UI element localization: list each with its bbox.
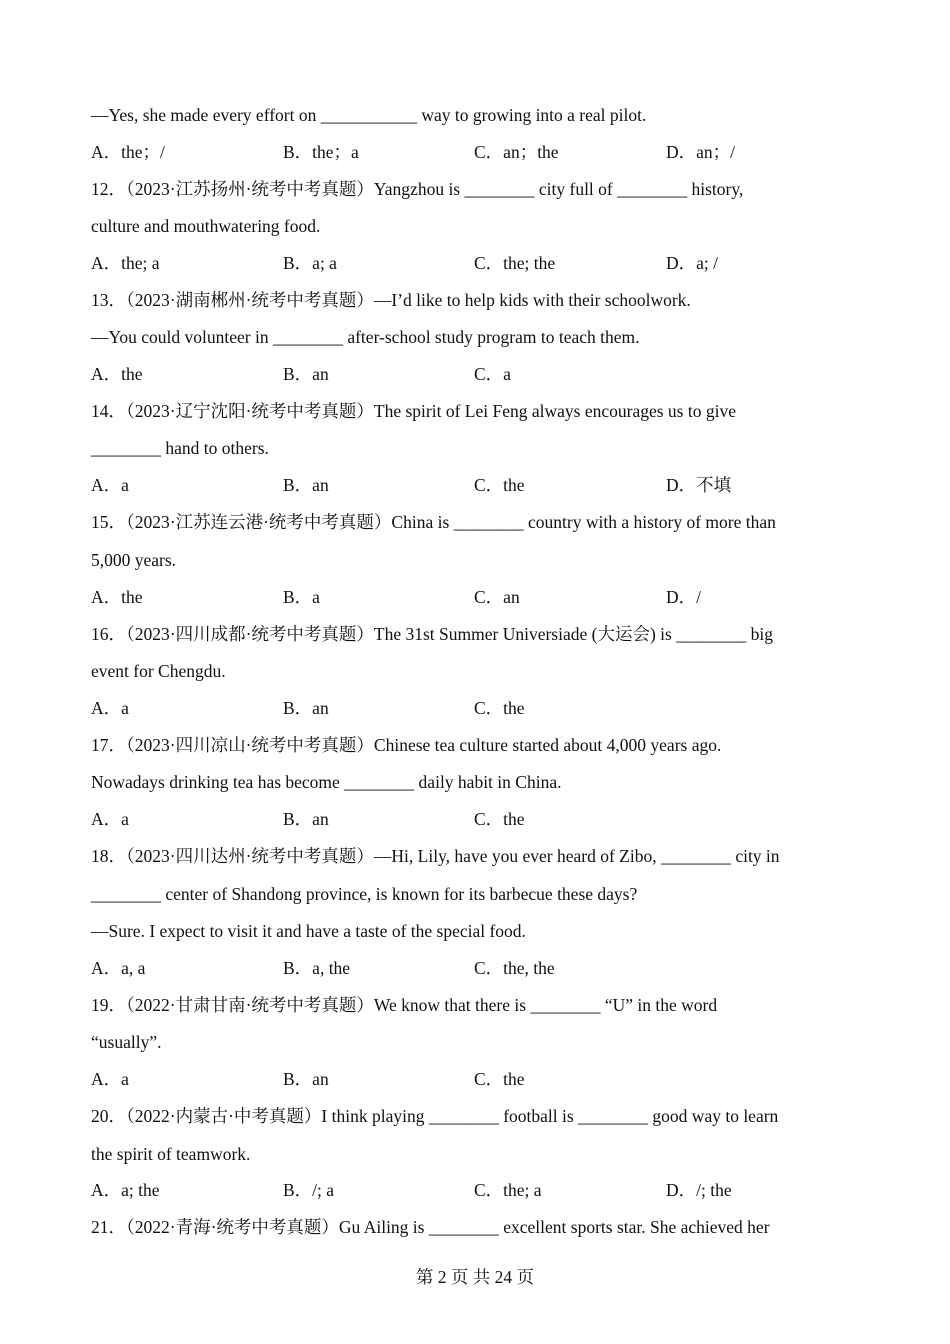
option-a: A．a; the: [91, 1180, 160, 1200]
option-b: B．the；a: [283, 142, 359, 162]
question-19-text: 19．（2022·甘肃甘南·统考中考真题）We know that there is ________ “U” in the word: [91, 995, 718, 1015]
option-b: B．an: [283, 364, 329, 384]
question-17-text-cont: Nowadays drinking tea has become ________ daily habit in China.: [91, 772, 562, 792]
question-12-text: 12．（2023·江苏扬州·统考中考真题）Yangzhou is ________ city full of ________ history,: [91, 179, 744, 199]
option-d: D．/: [666, 587, 701, 607]
question-19-text-cont: “usually”.: [91, 1032, 162, 1052]
option-a: A．the；/: [91, 142, 165, 162]
question-11-text: —Yes, she made every effort on ___________ way to growing into a real pilot.: [91, 105, 647, 125]
option-c: C．the: [474, 1069, 525, 1089]
question-16-text-cont: event for Chengdu.: [91, 661, 226, 681]
question-17-options: [91, 808, 871, 830]
question-21-text: 21．（2022·青海·统考中考真题）Gu Ailing is ________ excellent sports star. She achieved her: [91, 1217, 770, 1237]
question-13-options: [91, 363, 871, 385]
option-d: D．an；/: [666, 142, 736, 162]
question-15-text: 15．（2023·江苏连云港·统考中考真题）China is ________ country with a history of more than: [91, 512, 776, 532]
option-b: B．a; a: [283, 253, 337, 273]
option-c: C．the; a: [474, 1180, 542, 1200]
question-11-options: [91, 141, 871, 163]
option-a: A．a: [91, 698, 129, 718]
question-15-options: [91, 586, 871, 608]
option-c: C．a: [474, 364, 511, 384]
option-c: C．the: [474, 475, 525, 495]
option-a: A．a: [91, 475, 129, 495]
question-17-text: 17．（2023·四川凉山·统考中考真题）Chinese tea culture started about 4,000 years ago.: [91, 735, 722, 755]
question-12-options: [91, 252, 871, 274]
question-20-text-cont: the spirit of teamwork.: [91, 1144, 251, 1164]
question-19-options: [91, 1068, 871, 1090]
option-b: B．/; a: [283, 1180, 335, 1200]
option-b: B．an: [283, 1069, 329, 1089]
question-15-text-cont: 5,000 years.: [91, 550, 177, 570]
question-18-options: [91, 957, 871, 979]
option-a: A．a: [91, 1069, 129, 1089]
question-13-text-cont: —You could volunteer in ________ after-school study program to teach them.: [91, 327, 640, 347]
question-20-text: 20．（2022·内蒙古·中考真题）I think playing ________ football is ________ good way to learn: [91, 1106, 779, 1126]
option-a: A．a: [91, 809, 129, 829]
option-d: D．/; the: [666, 1180, 732, 1200]
option-d: D．a; /: [666, 253, 719, 273]
question-20-options: [91, 1179, 871, 1201]
option-c: C．the, the: [474, 958, 555, 978]
option-c: C．an: [474, 587, 520, 607]
option-b: B．an: [283, 809, 329, 829]
option-a: A．the; a: [91, 253, 160, 273]
question-14-text-cont: ________ hand to others.: [91, 438, 269, 458]
option-a: A．a, a: [91, 958, 146, 978]
option-b: B．a, the: [283, 958, 351, 978]
option-b: B．an: [283, 475, 329, 495]
question-18-text: 18．（2023·四川达州·统考中考真题）—Hi, Lily, have you ever heard of Zibo, ________ city in: [91, 846, 780, 866]
option-c: C．the; the: [474, 253, 556, 273]
question-18-reply: —Sure. I expect to visit it and have a taste of the special food.: [91, 921, 526, 941]
question-12-text-cont: culture and mouthwatering food.: [91, 216, 321, 236]
option-a: A．the: [91, 364, 143, 384]
question-14-options: [91, 474, 871, 496]
option-d: D．不填: [666, 475, 732, 495]
question-13-text: 13．（2023·湖南郴州·统考中考真题）—I’d like to help kids with their schoolwork.: [91, 290, 691, 310]
option-b: B．a: [283, 587, 320, 607]
option-c: C．the: [474, 698, 525, 718]
question-16-options: [91, 697, 871, 719]
question-18-text-cont: ________ center of Shandong province, is known for its barbecue these days?: [91, 884, 638, 904]
option-c: C．an；the: [474, 142, 559, 162]
option-c: C．the: [474, 809, 525, 829]
question-14-text: 14．（2023·辽宁沈阳·统考中考真题）The spirit of Lei Feng always encourages us to give: [91, 401, 736, 421]
option-b: B．an: [283, 698, 329, 718]
page-footer: 第 2 页 共 24 页: [415, 1267, 535, 1287]
option-a: A．the: [91, 587, 143, 607]
question-16-text: 16．（2023·四川成都·统考中考真题）The 31st Summer Universiade (大运会) is ________ big: [91, 624, 773, 644]
